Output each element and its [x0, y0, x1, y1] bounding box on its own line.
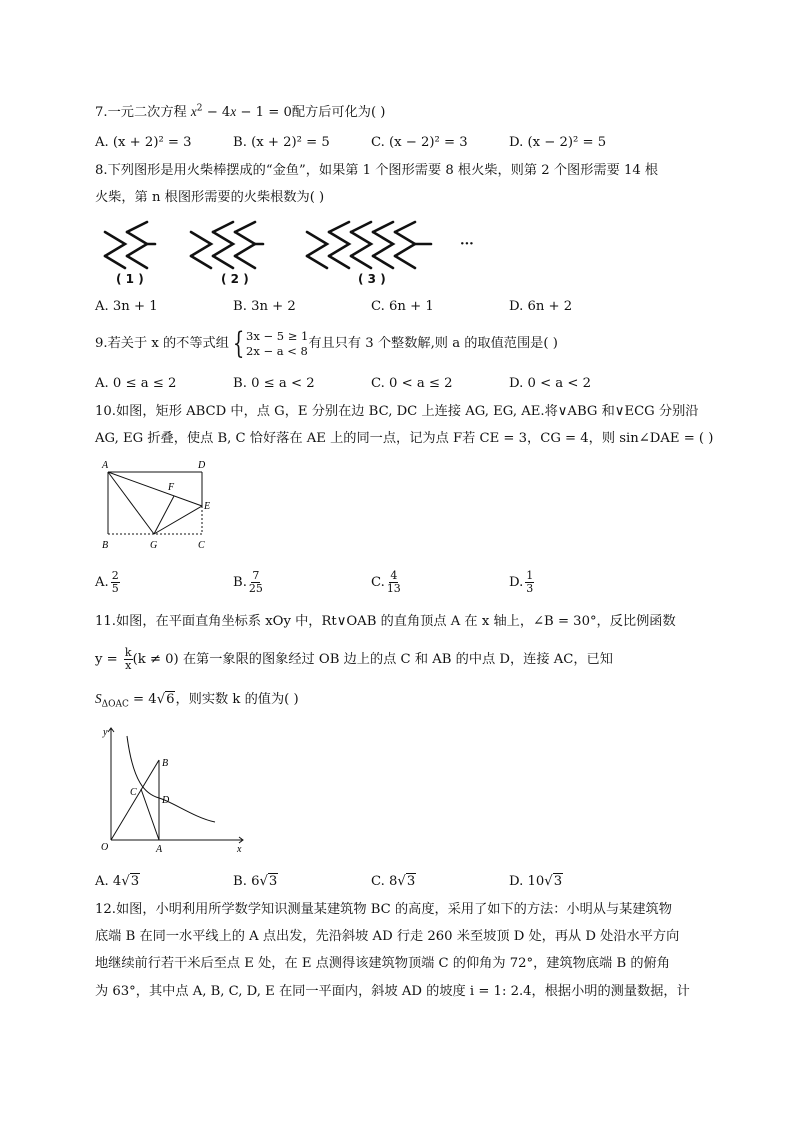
q7-stem: 7.一元二次方程 $x^2 - 4x - 1 = 0$配方后可化为( ): [95, 103, 386, 120]
q8-stem-line2: 火柴，第 n 根图形需要的火柴根数为( ): [95, 190, 325, 205]
q9-option-c[interactable]: C. 0 < a ≤ 2: [371, 376, 453, 391]
fish-figure-2: [191, 222, 263, 268]
q9-stem: 9.若关于 x 的不等式组 { 3x − 5 ≥ 1 2x − a < 8 有且只有 3 个整数解,则 a 的取值范围是( ): [95, 325, 558, 361]
q8-fig-label-3: ( 3 ): [358, 272, 386, 286]
q11-stem-line1: 11.如图，在平面直角坐标系 xOy 中，Rt∨OAB 的直角顶点 A 在 x 轴上，∠B = 30°，反比例函数: [95, 614, 676, 629]
q7-option-b[interactable]: B. (x + 2)² = 5: [233, 135, 330, 150]
fish-figure-3: [307, 222, 431, 268]
q8-fig-label-1: ( 1 ): [116, 272, 144, 286]
q8-stem-line1: 8.下列图形是用火柴棒摆成的“金鱼”，如果第 1 个图形需要 8 根火柴，则第 2 个图形需要 14 根: [95, 163, 659, 178]
point-C-label: C: [198, 540, 205, 551]
q11-option-c[interactable]: C. 8√3: [371, 874, 416, 889]
point-E-label: E: [204, 501, 211, 512]
q11-coordinate-figure: [95, 722, 255, 854]
point-D-label: D: [162, 795, 170, 806]
q8-matchstick-figure: [95, 218, 495, 290]
q7-option-d[interactable]: D. (x − 2)² = 5: [509, 135, 607, 150]
q7-option-a[interactable]: A. (x + 2)² = 3: [95, 135, 192, 150]
q10-option-a[interactable]: A. $\frac{2}{5}$: [95, 569, 119, 595]
q10-stem-line1: 10.如图，矩形 ABCD 中，点 G，E 分别在边 BC, DC 上连接 AG, EG, AE.将∨ABG 和∨ECG 分别沿: [95, 404, 699, 419]
q11-stem-line3: $S_{\Delta OAC} = 4√6$，则实数 k 的值为( ): [95, 691, 299, 710]
q10-option-d[interactable]: D. $\frac{1}{3}$: [509, 569, 534, 595]
q12-stem-line2: 底端 B 在同一水平线上的 A 点出发，先沿斜坡 AD 行走 260 米至坡顶 D 处，再从 D 处沿水平方向: [95, 929, 680, 944]
q8-ellipsis: ···: [460, 237, 474, 252]
q8-fig-label-2: ( 2 ): [221, 272, 249, 286]
q9-option-a[interactable]: A. 0 ≤ a ≤ 2: [95, 376, 177, 391]
q9-option-b[interactable]: B. 0 ≤ a < 2: [233, 376, 315, 391]
q10-rectangle-figure: [98, 456, 218, 552]
q7-option-c[interactable]: C. (x − 2)² = 3: [371, 135, 468, 150]
axis-x-label: x: [237, 844, 242, 854]
q11-option-d[interactable]: D. 10√3: [509, 874, 563, 889]
point-G-label: G: [150, 540, 158, 551]
point-A-label: A: [156, 844, 163, 854]
point-B-label: B: [162, 758, 169, 769]
point-C-label: C: [130, 787, 137, 798]
point-F-label: F: [168, 482, 175, 493]
fish-figure-1: [105, 222, 155, 268]
q8-option-c[interactable]: C. 6n + 1: [371, 299, 434, 314]
q11-stem-line2: y = $\frac{k}{x}$ (k ≠ 0) 在第一象限的图象经过 OB 边上的点 C 和 AB 的中点 D，连接 AC，已知: [95, 646, 613, 672]
inequality-system: { 3x − 5 ≥ 1 2x − a < 8: [232, 325, 309, 361]
point-D-label: D: [198, 460, 206, 471]
point-B-label: B: [102, 540, 109, 551]
point-A-label: A: [102, 460, 109, 471]
q11-option-b[interactable]: B. 6√3: [233, 874, 278, 889]
q10-stem-line2: AG, EG 折叠，使点 B, C 恰好落在 AE 上的同一点，记为点 F若 CE = 3，CG = 4，则 sin∠DAE = ( ): [95, 431, 714, 446]
axis-y-label: y: [103, 727, 108, 738]
q11-option-a[interactable]: A. 4√3: [95, 874, 140, 889]
q8-option-a[interactable]: A. 3n + 1: [95, 299, 158, 314]
point-O-label: O: [101, 842, 109, 853]
q10-option-c[interactable]: C. $\frac{4}{13}$: [371, 569, 401, 595]
q12-stem-line4: 为 63°，其中点 A, B, C, D, E 在同一平面内，斜坡 AD 的坡度 i = 1: 2.4，根据小明的测量数据，计: [95, 984, 690, 999]
q10-option-b[interactable]: B. $\frac{7}{25}$: [233, 569, 263, 595]
q8-option-b[interactable]: B. 3n + 2: [233, 299, 296, 314]
q9-option-d[interactable]: D. 0 < a < 2: [509, 376, 591, 391]
q8-option-d[interactable]: D. 6n + 2: [509, 299, 573, 314]
q12-stem-line3: 地继续前行若干米后至点 E 处，在 E 点测得该建筑物顶端 C 的仰角为 72°，建筑物底端 B 的俯角: [95, 956, 670, 971]
q12-stem-line1: 12.如图，小明利用所学数学知识测量某建筑物 BC 的高度，采用了如下的方法：小明从与某建筑物: [95, 902, 672, 917]
